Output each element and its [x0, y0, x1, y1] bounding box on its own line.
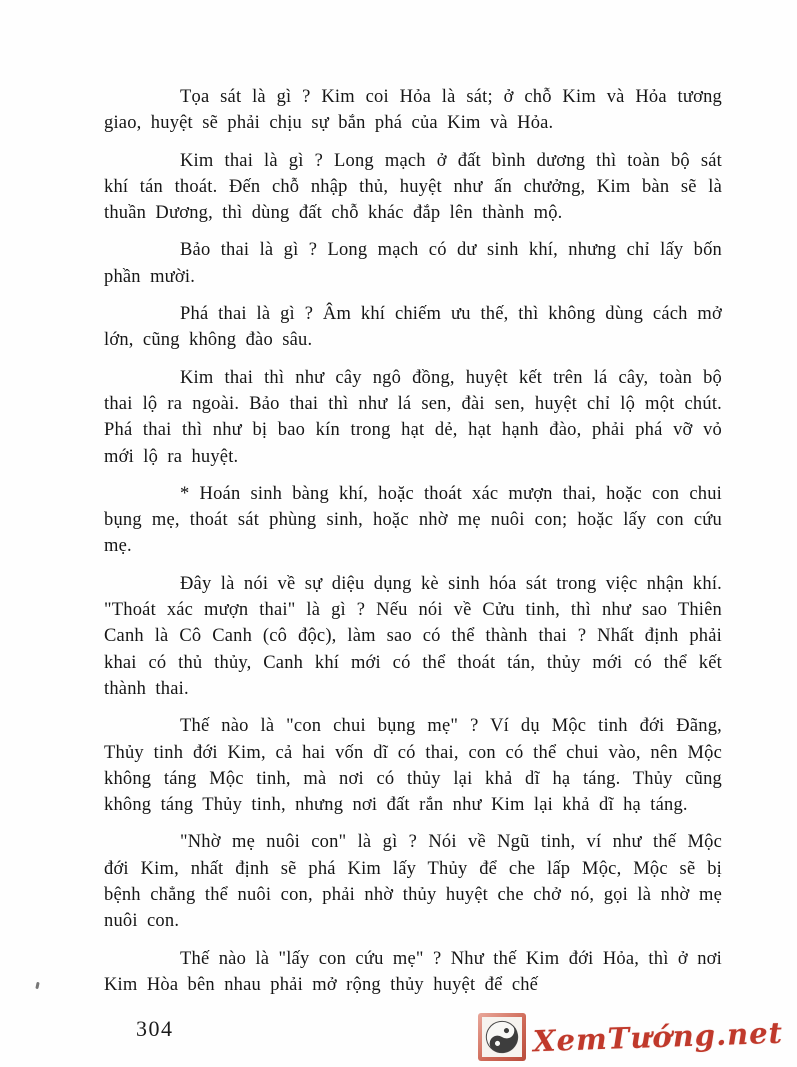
paragraph-lay-con-cuu-me: Thế nào là "lấy con cứu mẹ" ? Như thế Kim đới Hỏa, thì ở nơi Kim Hòa bên nhau phải mở rộng thủy huyệt để chế — [104, 948, 722, 995]
page-number: 304 — [136, 1016, 174, 1041]
paragraph-kim-thai-vi-du: Kim thai thì như cây ngô đồng, huyệt kết trên lá cây, toàn bộ thai lộ ra ngoài. Bảo thai thì như lá sen, đài sen, huyệt chỉ lộ một chút. Phá thai thì như bị bao kín trong hạt dẻ, hạt hạnh đào, phải phá vỡ vỏ mới lộ ra huyệt. — [104, 367, 722, 467]
paragraph-pha-thai: Phá thai là gì ? Âm khí chiếm ưu thế, thì không dùng cách mở lớn, cũng không đào sâu. — [104, 304, 722, 351]
paragraph-con-chui-bung-me: Thế nào là "con chui bụng mẹ" ? Ví dụ Mộc tinh đới Đãng, Thủy tinh đới Kim, cả hai vốn dĩ có thai, con có thể chui vào, nên Mộc không táng Mộc tinh, mà nơi có thủy lại khả dĩ hạ táng. Thủy cũng không táng Thủy tinh, nhưng nơi đất rắn như Kim lại khả dĩ hạ táng. — [104, 716, 722, 816]
paragraph-dieu-dung: Đây là nói về sự diệu dụng kè sinh hóa sát trong việc nhận khí. "Thoát xác mượn thai" là gì ? Nếu nói về Cửu tinh, thì như sao Thiên Canh là Cô Canh (cô độc), làm sao có thể thành thai ? Nhất định phải khai có thủ thủy, Canh khí mới có thể thoát tán, thủy mới có thể kết thành thai. — [104, 573, 722, 699]
watermark-site-name: XemTướng.net — [532, 1015, 784, 1059]
paragraph-toa-sat: Tọa sát là gì ? Kim coi Hỏa là sát; ở chỗ Kim và Hỏa tương giao, huyệt sẽ phải chịu sự bắn phá của Kim và Hỏa. — [104, 87, 722, 134]
scan-artifact-mark — [35, 982, 39, 989]
yin-yang-icon — [478, 1013, 525, 1060]
body-text — [104, 84, 722, 1009]
site-watermark — [478, 1013, 783, 1061]
yin-yang-frame — [478, 1013, 526, 1061]
paragraph-nho-me-nuoi-con: "Nhờ mẹ nuôi con" là gì ? Nói về Ngũ tinh, ví như thế Mộc đới Kim, nhất định sẽ phá Kim lấy Thủy để che lấp Mộc, Mộc sẽ bị bệnh chẳng thể nuôi con, phải nhờ thủy huyệt che chở nó, gọi là nhờ mẹ nuôi con. — [104, 832, 722, 932]
paragraph-hoan-sinh-bullet: * Hoán sinh bàng khí, hoặc thoát xác mượn thai, hoặc con chui bụng mẹ, thoát sát phùng sinh, hoặc nhờ mẹ nuôi con; hoặc lấy con cứu mẹ. — [104, 483, 722, 557]
paragraph-kim-thai: Kim thai là gì ? Long mạch ở đất bình dương thì toàn bộ sát khí tán thoát. Đến chỗ nhập thủ, huyệt như ấn chưởng, Kim bàn sẽ là thuần Dương, thì dùng đất chỗ khác đắp lên thành mộ. — [104, 150, 722, 224]
paragraph-bao-thai: Bảo thai là gì ? Long mạch có dư sinh khí, nhưng chỉ lấy bốn phần mười. — [104, 240, 722, 287]
